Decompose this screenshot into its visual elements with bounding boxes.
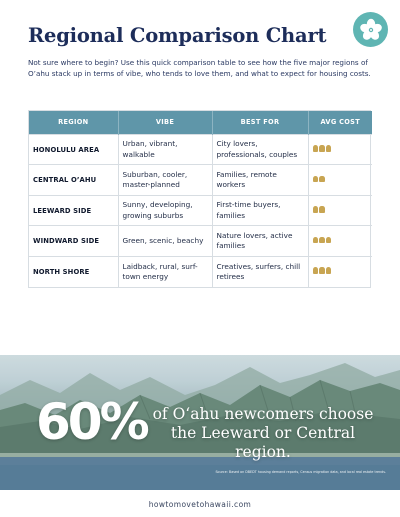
vibe-cell: Sunny, developing, growing suburbs	[118, 195, 212, 226]
region-cell: WINDWARD SIDE	[29, 226, 118, 257]
money-bag-icon	[313, 206, 319, 213]
hibiscus-icon	[359, 18, 383, 42]
money-bag-icon	[313, 176, 319, 183]
cost-cell	[308, 165, 372, 196]
best-for-cell: City lovers, professionals, couples	[212, 134, 308, 165]
cost-indicator	[313, 206, 325, 213]
table-row	[29, 165, 372, 196]
footer-website-url[interactable]: howtomovetohawaii.com	[148, 500, 252, 509]
table-row	[29, 256, 372, 287]
intro-paragraph: Not sure where to begin? Use this quick comparison table to see how the five major regions of O’ahu stack up in terms of vibe, who tends to love them, and what to expect for housing costs.	[28, 58, 371, 78]
best-for-cell: First-time buyers, families	[212, 195, 308, 226]
money-bag-icon	[326, 145, 332, 152]
cost-indicator	[313, 267, 332, 274]
money-bag-icon	[313, 237, 319, 244]
cost-cell	[308, 226, 372, 257]
money-bag-icon	[319, 206, 325, 213]
table-header-row	[29, 111, 372, 134]
region-cell: HONOLULU AREA	[29, 134, 118, 165]
stat-percentage: 60%	[36, 393, 147, 451]
region-cell: NORTH SHORE	[29, 256, 118, 287]
table-row	[29, 134, 372, 165]
money-bag-icon	[326, 237, 332, 244]
vibe-cell: Green, scenic, beachy	[118, 226, 212, 257]
table-row	[29, 195, 372, 226]
table-row	[29, 226, 372, 257]
column-header-region: REGION	[29, 111, 118, 134]
money-bag-icon	[313, 145, 319, 152]
source-note: Source: Based on DBEDT housing demand reports, Census migration data, and local real estate trends.	[215, 470, 386, 474]
hibiscus-logo-badge	[353, 12, 388, 47]
vibe-cell: Laidback, rural, surf-town energy	[118, 256, 212, 287]
money-bag-icon	[319, 267, 325, 274]
vibe-cell: Urban, vibrant, walkable	[118, 134, 212, 165]
cost-cell	[308, 195, 372, 226]
money-bag-icon	[319, 176, 325, 183]
stat-caption: of O‘ahu newcomers choose the Leeward or Central region.	[152, 405, 374, 461]
region-cell: CENTRAL O’AHU	[29, 165, 118, 196]
money-bag-icon	[313, 267, 319, 274]
best-for-cell: Nature lovers, active families	[212, 226, 308, 257]
cost-indicator	[313, 237, 332, 244]
cost-cell	[308, 256, 372, 287]
comparison-table	[28, 110, 371, 288]
best-for-cell: Families, remote workers	[212, 165, 308, 196]
cost-indicator	[313, 176, 325, 183]
page-title: Regional Comparison Chart	[28, 24, 327, 47]
cost-cell	[308, 134, 372, 165]
money-bag-icon	[319, 237, 325, 244]
column-header-avg-cost: AVG COST	[308, 111, 372, 134]
column-header-vibe: VIBE	[118, 111, 212, 134]
vibe-cell: Suburban, cooler, master-planned	[118, 165, 212, 196]
best-for-cell: Creatives, surfers, chill retirees	[212, 256, 308, 287]
money-bag-icon	[319, 145, 325, 152]
column-header-best-for: BEST FOR	[212, 111, 308, 134]
region-cell: LEEWARD SIDE	[29, 195, 118, 226]
cost-indicator	[313, 145, 332, 152]
money-bag-icon	[326, 267, 332, 274]
